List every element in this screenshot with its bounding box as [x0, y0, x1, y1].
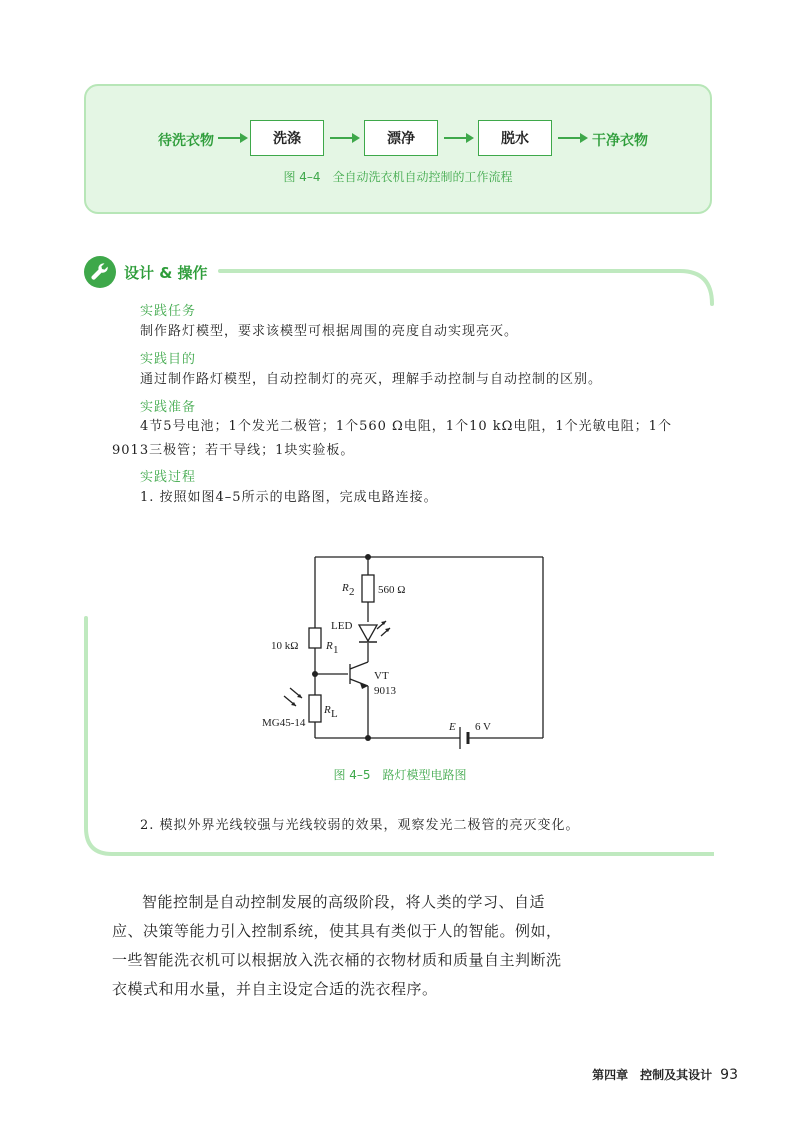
flow-end: 干净衣物 [592, 133, 648, 149]
chapter-title: 第四章 控制及其设计 [592, 1068, 713, 1082]
rl-model: MG45-14 [262, 717, 306, 729]
rl-subscript: L [331, 708, 338, 720]
rl-label: R [324, 704, 331, 716]
arrow-right-icon [330, 130, 360, 146]
arrow-right-icon [558, 130, 588, 146]
circuit-caption: 图 4–5 路灯模型电路图 [333, 768, 467, 782]
transistor-label: VT [374, 670, 389, 682]
step-2-text: 2. 模拟外界光线较强与光线较弱的效果，观察发光二极管的亮灭变化。 [140, 818, 580, 833]
goal-text: 通过制作路灯模型，自动控制灯的亮灭，理解手动控制与自动控制的区别。 [140, 372, 603, 387]
goal-heading: 实践目的 [140, 352, 197, 367]
process-heading: 实践过程 [140, 470, 197, 485]
step-1-text: 1. 按照如图4–5所示的电路图，完成电路连接。 [140, 490, 438, 505]
prep-text: 4节5号电池；1个发光二极管；1个560 Ω电阻，1个10 kΩ电阻，1个光敏电阻；1个9013三极管；若干导线；1块实验板。 [112, 419, 672, 458]
page-footer [592, 1066, 738, 1083]
flow-step-rinse: 漂净 [364, 120, 438, 156]
flow-row [86, 120, 710, 160]
design-title: 设计 & 操作 [124, 264, 208, 282]
prep-heading: 实践准备 [140, 400, 197, 415]
circuit-diagram [260, 545, 560, 760]
body-paragraph: 智能控制是自动控制发展的高级阶段，将人类的学习、自适应、决策等能力引入控制系统，使其具有类似于人的智能。例如，一些智能洗衣机可以根据放入洗衣桶的衣物材质和质量自主判断洗衣模式和用水量，并自主设定合适的洗衣程序。 [112, 893, 562, 998]
figure-caption: 图 4–4 全自动洗衣机自动控制的工作流程 [283, 170, 513, 184]
led-label: LED [331, 620, 353, 632]
battery-label: E [449, 721, 456, 733]
flow-start: 待洗衣物 [158, 133, 214, 149]
r2-value: 560 Ω [378, 584, 406, 596]
flow-step-spin: 脱水 [478, 120, 552, 156]
r2-subscript: 2 [349, 586, 355, 598]
task-text: 制作路灯模型，要求该模型可根据周围的亮度自动实现亮灭。 [140, 324, 519, 339]
arrow-right-icon [444, 130, 474, 146]
page-number: 93 [720, 1067, 738, 1083]
flow-panel [84, 84, 712, 214]
wrench-icon [84, 256, 116, 288]
r1-value: 10 kΩ [271, 640, 299, 652]
r1-label: R [326, 640, 333, 652]
r1-subscript: 1 [333, 644, 339, 656]
arrow-right-icon [218, 130, 248, 146]
r2-label: R [342, 582, 349, 594]
transistor-model: 9013 [374, 685, 396, 697]
task-heading: 实践任务 [140, 304, 197, 319]
flow-step-wash: 洗涤 [250, 120, 324, 156]
battery-value: 6 V [475, 721, 491, 733]
